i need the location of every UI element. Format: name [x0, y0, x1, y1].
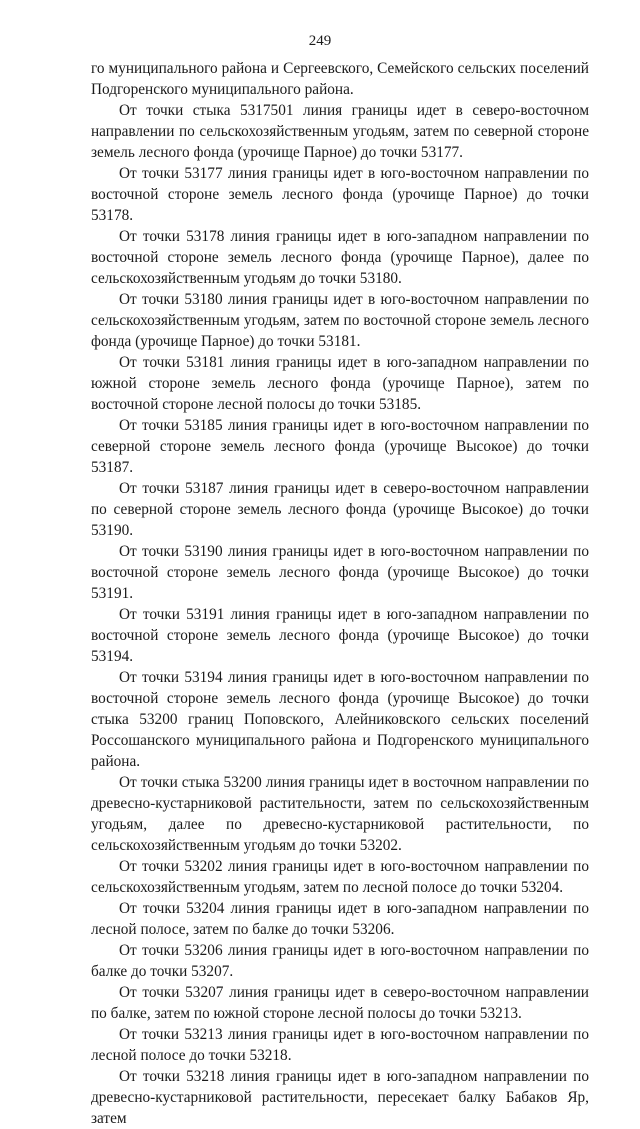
paragraph: От точки 53204 линия границы идет в юго-западном направлении по лесной полосе, затем по балке до точки 53206. [91, 900, 589, 938]
paragraph: От точки 53180 линия границы идет в юго-восточном направлении по сельскохозяйственным угодьям, затем по восточной стороне земель лесного фонда (урочище Парное) до точки 53181. [91, 291, 589, 350]
paragraph: От точки стыка 53200 линия границы идет в восточном направлении по древесно-кустарниковой растительности, затем по сельскохозяйственным угодьям, далее по древесно-кустарниковой растительности, по сельскохозяйственным угодьям до точки 53202. [91, 774, 589, 854]
paragraph: От точки 53181 линия границы идет в юго-западном направлении по южной стороне земель лесного фонда (урочище Парное), затем по восточной стороне лесной полосы до точки 53185. [91, 354, 589, 413]
paragraph: От точки 53213 линия границы идет в юго-восточном направлении по лесной полосе до точки 53218. [91, 1026, 589, 1064]
paragraph: го муниципального района и Сергеевского, Семейского сельских поселений Подгоренского муниципального района. [91, 60, 589, 98]
document-body [91, 58, 589, 1129]
paragraph: От точки 53185 линия границы идет в юго-восточном направлении по северной стороне земель лесного фонда (урочище Высокое) до точки 53187. [91, 417, 589, 476]
page-number: 249 [308, 33, 332, 49]
paragraph: От точки 53178 линия границы идет в юго-западном направлении по восточной стороне земель лесного фонда (урочище Парное), далее по сельскохозяйственным угодьям до точки 53180. [91, 228, 589, 287]
paragraph: От точки 53202 линия границы идет в юго-восточном направлении по сельскохозяйственным угодьям, затем по лесной полосе до точки 53204. [91, 858, 589, 896]
paragraph: От точки 53218 линия границы идет в юго-западном направлении по древесно-кустарниковой растительности, пересекает балку Бабаков Яр, затем [91, 1068, 589, 1127]
paragraph: От точки 53207 линия границы идет в северо-восточном направлении по балке, затем по южной стороне лесной полосы до точки 53213. [91, 984, 589, 1022]
paragraph: От точки стыка 5317501 линия границы идет в северо-восточном направлении по сельскохозяйственным угодьям, затем по северной стороне земель лесного фонда (урочище Парное) до точки 53177. [91, 102, 589, 161]
paragraph: От точки 53190 линия границы идет в юго-восточном направлении по восточной стороне земель лесного фонда (урочище Высокое) до точки 53191. [91, 543, 589, 602]
paragraph: От точки 53191 линия границы идет в юго-западном направлении по восточной стороне земель лесного фонда (урочище Высокое) до точки 53194. [91, 606, 589, 665]
paragraph: От точки 53194 линия границы идет в юго-восточном направлении по восточной стороне земель лесного фонда (урочище Высокое) до точки стыка 53200 границ Поповского, Алейниковского сельских поселений Россошанского муниципального района и Подгоренского муниципального района. [91, 669, 589, 770]
paragraph: От точки 53177 линия границы идет в юго-восточном направлении по восточной стороне земель лесного фонда (урочище Парное) до точки 53178. [91, 165, 589, 224]
paragraph: От точки 53206 линия границы идет в юго-восточном направлении по балке до точки 53207. [91, 942, 589, 980]
paragraph: От точки 53187 линия границы идет в северо-восточном направлении по северной стороне земель лесного фонда (урочище Высокое) до точки 53190. [91, 480, 589, 539]
